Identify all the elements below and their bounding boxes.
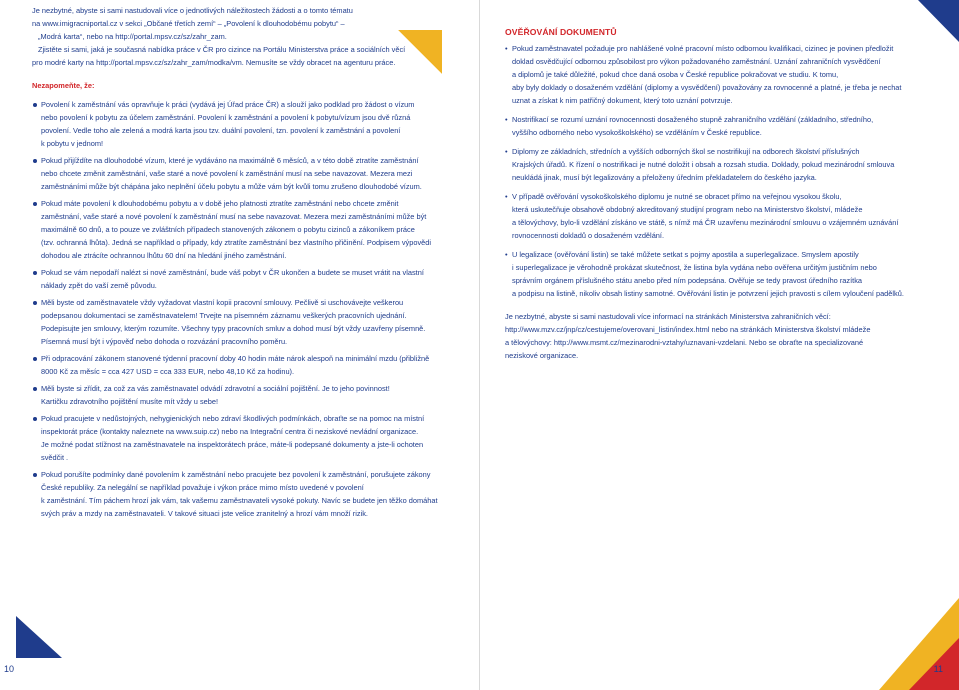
list-item-line: k zaměstnání. Tím páchem hrozí jak vám, tak vašemu zaměstnavateli vysoké pokuty. Navíc se budete jen těžko domáhat (41, 496, 438, 505)
note-line: a tělovýchovy: http://www.msmt.cz/mezinarodni-vztahy/uznavani-vzdelani. Nebo se obraťte na specializované (505, 338, 864, 347)
note-line: http://www.mzv.cz/jnp/cz/cestujeme/overovani_listin/index.html nebo na stránkách Ministerstva školství mládeže (505, 325, 871, 334)
list-item (505, 145, 925, 184)
list-item-line: • U legalizace (ověřování listin) se také můžete setkat s pojmy apostila a superlegalizace. Smyslem apostily (512, 250, 859, 259)
list-item-line: • Diplomy ze základních, středních a vyšších odborných škol se nostrifikují na odborech školství příslušných (512, 147, 860, 156)
list-item (32, 296, 442, 348)
list-item (505, 42, 925, 107)
left-text-column (32, 4, 442, 524)
list-item-line: a podpisu na listině, nikoliv obsah listiny samotné. Ověřování listin je potvrzení jejich pravosti s cílem vyloučení padělků. (512, 289, 904, 298)
list-item-line: Pokud máte povolení k dlouhodobému pobytu a v době jeho platnosti ztratíte zaměstnání nebo chcete změnit (41, 199, 399, 208)
corner-triangles-bottom-left (16, 616, 62, 658)
list-item-line: zaměstnání, vaše staré a nové povolení k zaměstnání musí na sebe navazovat. Mezera mezi zaměstnáními může být (41, 212, 427, 221)
list-item-line: náklady zpět do vaší země původu. (41, 281, 157, 290)
list-item-line: podepsanou dokumentaci se zaměstnavatelem! Trvejte na písemném záznamu veškerých pracovních ujednání. (41, 311, 407, 320)
list-item-line: Při odpracování zákonem stanovené týdenní pracovní doby 40 hodin máte nárok alespoň na minimální mzdu (přibližně (41, 354, 430, 363)
list-item (32, 266, 442, 292)
list-item-line: Podepisujte jen smlouvy, kterým rozumíte. Všechny typy pracovních smluv a dohod musí být vždy uzavřeny písemně. (41, 324, 426, 333)
intro-line: pro modré karty na http://portal.mpsv.cz/sz/zahr_zam/modka/vm. Nemusíte se vždy obracet na agenturu práce. (32, 58, 396, 67)
list-item-line: k pobytu v jednom! (41, 139, 104, 148)
list-item-line: a tělovýchovy, bylo-li vzdělání získáno ve státě, s nímž má ČR uzavřenu mezinárodní smlouvu o vzájemném uznávání (512, 218, 899, 227)
note-line: Je nezbytné, abyste si sami nastudovali více informací na stránkách Ministerstva zahraničních věcí: (505, 312, 831, 321)
list-item-line: která uskutečňuje obsahově obdobný akreditovaný studijní program nebo na Ministerstvo školství, mládeže (512, 205, 863, 214)
page-number-left: 10 (4, 664, 15, 674)
intro-line: na www.imigracniportal.cz v sekci „Občané třetích zemí“ – „Povolení k dlouhodobému pobytu“ – (32, 19, 345, 28)
list-item-line: Měli byste si zřídit, za což za vás zaměstnavatel odvádí zdravotní a sociální pojištění. Je to jeho povinnost! (41, 384, 390, 393)
list-item (32, 98, 442, 150)
intro-line: „Modrá karta“, nebo na http://portal.mpsv.cz/sz/zahr_zam. (38, 32, 227, 41)
list-item-line: • V případě ověřování vysokoškolského diplomu je nutné se obracet přímo na veřejnou vysokou školu, (512, 192, 842, 201)
list-item (32, 352, 442, 378)
list-item-line: zaměstnáními může být chápána jako neplnění účelu pobytu a může vám být kvůli tomu zrušeno dlouhodobé vízum. (41, 182, 422, 191)
list-item-line: České republiky. Za nelegální se například považuje i výkon práce mimo místo uvedené v povolení (41, 483, 364, 492)
list-item-line: Kartičku zdravotního pojištění musíte mít vždy u sebe! (41, 397, 219, 406)
list-item-line: Měli byste od zaměstnavatele vždy vyžadovat vlastní kopii pracovní smlouvy. Pečlivě si uschovávejte veškerou (41, 298, 404, 307)
list-item-line: neukládá jinak, musí být legalizovány a přeloženy úředním překladatelem do českého jazyka. (512, 173, 817, 182)
list-item-line: Pokud pracujete v nedůstojných, nehygienických nebo zdraví škodlivých podmínkách, obraťte se na pomoc na místní (41, 414, 425, 423)
intro-line: Zjistěte si sami, jaká je současná nabídka práce v ČR pro cizince na Portálu Ministerstva práce a sociálních věcí (38, 45, 406, 54)
note-line: neziskové organizace. (505, 351, 579, 360)
list-item-line: doklad osvědčující odbornou způsobilost pro výkon požadovaného zaměstnání. Uznání zahraničních vysvědčení (512, 57, 881, 66)
list-item-line: i superlegalizace je věrohodně prokázat skutečnost, že listina byla vydána nebo ověřena určitým justičním nebo (512, 263, 877, 272)
list-item-line: (tzv. ochranná lhůta). Jedná se například o případy, kdy ztratíte zaměstnání bez vlastního přičinění. Podpisem výpovědi (41, 238, 431, 247)
list-item (32, 197, 442, 262)
list-item (32, 382, 442, 408)
intro-line: Je nezbytné, abyste si sami nastudovali více o jednotlivých náležitostech žádosti a o tomto tématu (32, 6, 353, 15)
right-page (480, 0, 959, 690)
left-page (0, 0, 479, 690)
right-text-column (505, 26, 925, 362)
page-number-right: 11 (933, 664, 943, 674)
info-note (505, 310, 925, 362)
corner-triangles-bottom-right (879, 598, 959, 690)
list-item-line: uznat a získat k nim patřičný dokument, který toto uznání potvrzuje. (512, 96, 733, 105)
list-item-line: dohodou ale ztrácíte ochrannou lhůtu 60 dní na hledání jiného zaměstnání. (41, 251, 287, 260)
list-item (505, 248, 925, 300)
list-item-line: aby byly doklady o dosaženém vzdělání (diplomy a vysvědčení) považovány za rovnocenné a platné, je třeba je nechat (512, 83, 902, 92)
list-item-line: vyššího odborného nebo vysokoškolského) se vzděláním v České republice. (512, 128, 762, 137)
list-item-line: Písemná musí být i výpověď nebo dohoda o rozvázání pracovního poměru. (41, 337, 288, 346)
list-item (505, 190, 925, 242)
list-item-line: Povolení k zaměstnání vás opravňuje k práci (vydává jej Úřad práce ČR) a slouží jako podklad pro žádost o vízum (41, 100, 415, 109)
list-item-line: Pokud porušíte podmínky dané povolením k zaměstnání nebo pracujete bez povolení k zaměstnání, porušujete zákony (41, 470, 431, 479)
warning-list (32, 98, 442, 520)
list-item (505, 113, 925, 139)
list-item-line: nebo chcete změnit zaměstnání, vaše staré a nové povolení k zaměstnání musí na sebe navazovat. Mezera mezi (41, 169, 413, 178)
intro-paragraph (32, 4, 442, 69)
list-item-line: svých práv a mzdy na zaměstnavateli. V takové situaci jste velice zranitelný a hrozí vám množí rizik. (41, 509, 368, 518)
list-item-line: nebo povolení k pobytu za účelem zaměstnání. Povolení k zaměstnání a povolení k pobytu/vízum jsou dvě různá (41, 113, 411, 122)
verification-list (505, 42, 925, 300)
list-item-line: rovnocennosti dokladů o dosaženém vzdělání. (512, 231, 665, 240)
list-item-line: správním orgánem příslušného státu anebo před ním podepsána. Ověřuje se tedy pravost úředního razítka (512, 276, 863, 285)
list-item-line: inspektorát práce (kontakty naleznete na www.suip.cz) nebo na Integrační centra či neziskové nevládní organizace. (41, 427, 419, 436)
warning-heading: Nezapomeňte, že: (32, 81, 95, 90)
list-item-line: 8000 Kč za měsíc = cca 427 USD = cca 333 EUR, nebo 48,10 Kč za hodinu). (41, 367, 295, 376)
list-item (32, 154, 442, 193)
list-item (32, 468, 442, 520)
list-item-line: • Nostrifikací se rozumí uznání rovnocennosti dosaženého stupně zahraničního vzdělání (základního, středního, (512, 115, 874, 124)
list-item-line: Je možné podat stížnost na zaměstnavatele na inspektorátech práce, máte-li podepsané dokumenty a jste-li ochoten (41, 440, 424, 449)
list-item-line: • Pokud zaměstnavatel požaduje pro nahlášené volné pracovní místo odbornou kvalifikaci, cizinec je povinen předložit (512, 44, 894, 53)
list-item-line: svědčit . (41, 453, 69, 462)
list-item-line: a diplomů je také důležité, pokud chce daná osoba v České republice pokračovat ve studiu. K tomu, (512, 70, 839, 79)
list-item (32, 412, 442, 464)
list-item-line: Pokud přijíždíte na dlouhodobé vízum, které je vydáváno na maximálně 6 měsíců, a v této době ztratíte zaměstnání (41, 156, 419, 165)
list-item-line: Pokud se vám nepodaří nalézt si nové zaměstnání, bude váš pobyt v ČR ukončen a budete se muset vrátit na vlastní (41, 268, 424, 277)
section-title: OVĚŘOVÁNÍ DOKUMENTŮ (505, 27, 617, 37)
list-item-line: Krajských úřadů. K řízení o nostrifikaci je nutné doložit i obsah a rozsah studia. Doklady, pokud mezinárodní smlouva (512, 160, 895, 169)
list-item-line: povolení. Vedle toho ale zelená a modrá karta jsou tzv. duální povolení, tzn. povolení k zaměstnání a povolení (41, 126, 401, 135)
list-item-line: maximálně 60 dnů, a to pouze ve zvláštních případech stanovených zákonem o pobytu cizinců a zákoníkem práce (41, 225, 415, 234)
